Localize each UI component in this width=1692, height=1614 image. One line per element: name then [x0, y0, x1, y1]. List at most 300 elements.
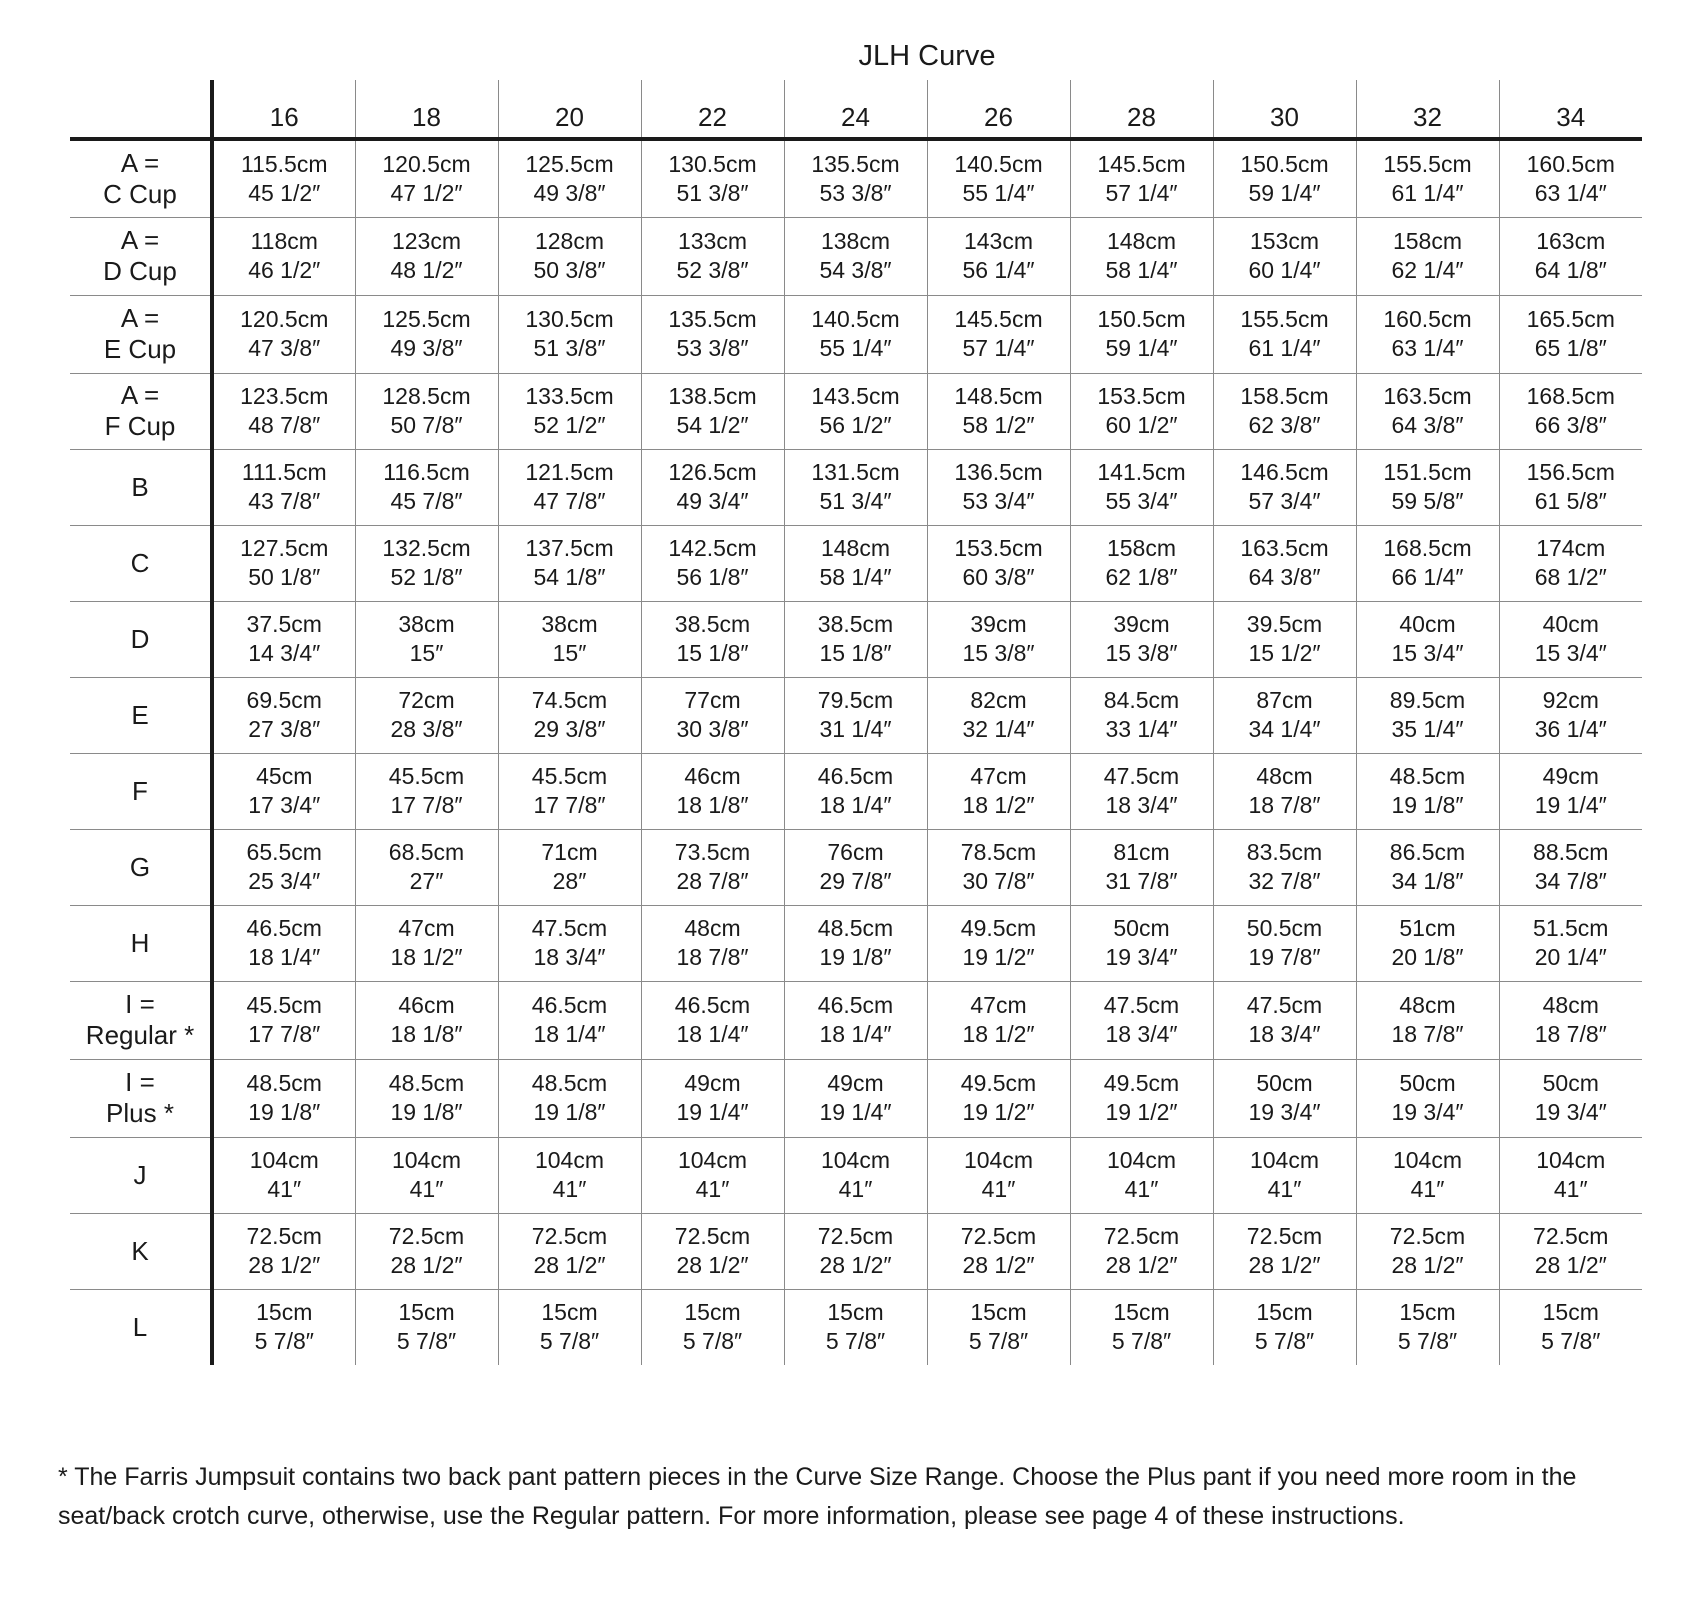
row-label-line: Plus *: [106, 1098, 174, 1128]
measurement-inches: 18 3/4″: [1248, 1021, 1321, 1047]
measurement-cell: [498, 1289, 641, 1365]
measurement-inches: 28 1/2″: [819, 1252, 892, 1278]
measurement-cm: 72.5cm: [531, 1223, 608, 1249]
measurement-cm: 15cm: [256, 1299, 313, 1326]
measurement-cell: [1499, 1213, 1642, 1289]
measurement-cell: [1499, 295, 1642, 373]
measurement-cm: 153.5cm: [954, 535, 1043, 561]
measurement-cm: 92cm: [1542, 687, 1599, 713]
measurement-cm: 111.5cm: [241, 459, 327, 485]
measurement-inches: 19 3/4″: [1391, 1099, 1464, 1125]
measurement-cm: 40cm: [1399, 611, 1456, 637]
table-row: [70, 373, 1642, 449]
row-label-line: L: [132, 1311, 148, 1342]
measurement-cell: [1070, 373, 1213, 449]
measurement-cell: [1213, 1289, 1356, 1365]
measurement-cell: [784, 1059, 927, 1137]
measurement-cm: 138.5cm: [668, 383, 757, 409]
table-row: [70, 449, 1642, 525]
measurement-cm: 89.5cm: [1389, 687, 1466, 713]
measurement-cell: [212, 1137, 355, 1213]
measurement-cell: [1499, 829, 1642, 905]
measurement-inches: 18 1/4″: [676, 1021, 749, 1047]
measurement-inches: 30 7/8″: [962, 868, 1035, 894]
row-label-line: B: [131, 471, 149, 502]
measurement-cm: 160.5cm: [1526, 150, 1615, 177]
measurement-inches: 19 3/4″: [1105, 944, 1178, 970]
table-row: [70, 601, 1642, 677]
measurement-cell: [1070, 905, 1213, 981]
measurement-cm: 45.5cm: [531, 763, 608, 789]
measurement-cell: [927, 373, 1070, 449]
measurement-cm: 145.5cm: [1097, 150, 1186, 177]
row-label: [70, 905, 212, 981]
measurement-inches: 55 1/4″: [962, 179, 1035, 206]
measurement-cell: [641, 139, 784, 217]
row-label-line: C: [130, 547, 150, 578]
measurement-inches: 63 1/4″: [1391, 335, 1464, 361]
size-header: 34: [1499, 80, 1642, 139]
measurement-inches: 60 1/2″: [1105, 412, 1178, 438]
measurement-cm: 104cm: [1249, 1147, 1320, 1173]
measurement-cm: 15cm: [1256, 1299, 1313, 1326]
measurement-inches: 19 1/2″: [1105, 1099, 1178, 1125]
measurement-cm: 140.5cm: [954, 150, 1043, 177]
measurement-inches: 18 3/4″: [533, 944, 606, 970]
measurement-cm: 148cm: [820, 535, 891, 561]
measurement-cell: [498, 449, 641, 525]
measurement-cell: [355, 525, 498, 601]
measurement-inches: 31 1/4″: [819, 716, 892, 742]
measurement-cm: 47cm: [398, 915, 455, 941]
measurement-cell: [1070, 677, 1213, 753]
measurement-cell: [212, 373, 355, 449]
measurement-cm: 47.5cm: [1103, 992, 1180, 1018]
measurement-cm: 174cm: [1536, 535, 1606, 561]
measurement-cm: 126.5cm: [668, 459, 757, 485]
measurement-cm: 37.5cm: [246, 611, 322, 637]
measurement-cell: [1356, 295, 1499, 373]
measurement-inches: 27″: [409, 868, 444, 894]
measurement-inches: 56 1/4″: [962, 257, 1035, 283]
measurement-cm: 116.5cm: [383, 459, 470, 485]
size-header: 24: [784, 80, 927, 139]
measurement-cell: [641, 981, 784, 1059]
measurement-cell: [212, 525, 355, 601]
row-label-line: E: [131, 699, 149, 730]
measurement-cm: 15cm: [684, 1299, 741, 1326]
measurement-cell: [784, 1213, 927, 1289]
measurement-inches: 61 1/4″: [1248, 335, 1321, 361]
measurement-cell: [927, 449, 1070, 525]
measurement-cm: 47.5cm: [1246, 992, 1323, 1018]
row-label-line: G: [129, 851, 151, 882]
measurement-inches: 28 1/2″: [390, 1252, 463, 1278]
measurement-cell: [212, 829, 355, 905]
size-header: 26: [927, 80, 1070, 139]
measurement-cm: 168.5cm: [1383, 535, 1472, 561]
measurement-cm: 123cm: [391, 228, 462, 254]
measurement-cm: 158cm: [1392, 228, 1463, 254]
size-header: 22: [641, 80, 784, 139]
measurement-cm: 39cm: [1113, 611, 1170, 637]
measurement-cell: [1356, 1137, 1499, 1213]
measurement-inches: 64 3/8″: [1391, 412, 1464, 438]
measurement-inches: 20 1/4″: [1534, 944, 1607, 970]
measurement-cell: [355, 1213, 498, 1289]
measurement-cell: [641, 1137, 784, 1213]
measurement-cm: 51cm: [1399, 915, 1456, 941]
measurement-cell: [1499, 905, 1642, 981]
measurement-cell: [1213, 1059, 1356, 1137]
table-row: [70, 1137, 1642, 1213]
measurement-cell: [927, 601, 1070, 677]
measurement-inches: 5 7/8″: [825, 1328, 886, 1355]
measurement-cm: 48.5cm: [388, 1070, 465, 1096]
table-row: [70, 1289, 1642, 1365]
measurement-inches: 14 3/4″: [248, 640, 321, 666]
measurement-cell: [498, 981, 641, 1059]
measurement-cm: 15cm: [1113, 1299, 1170, 1326]
measurement-inches: 19 1/8″: [819, 944, 892, 970]
measurement-cm: 72.5cm: [246, 1223, 322, 1249]
measurement-cm: 68.5cm: [388, 839, 465, 865]
measurement-cell: [1499, 525, 1642, 601]
measurement-inches: 18 1/4″: [533, 1021, 606, 1047]
measurement-cm: 158.5cm: [1240, 383, 1329, 409]
measurement-cm: 120.5cm: [382, 150, 471, 177]
measurement-cell: [212, 981, 355, 1059]
measurement-cell: [641, 829, 784, 905]
measurement-cm: 138cm: [820, 228, 891, 254]
measurement-cell: [641, 217, 784, 295]
measurement-inches: 51 3/4″: [819, 488, 892, 514]
measurement-inches: 18 7/8″: [676, 944, 749, 970]
measurement-cell: [212, 677, 355, 753]
measurement-inches: 5 7/8″: [1254, 1328, 1315, 1355]
row-label: [70, 217, 212, 295]
measurement-cell: [1356, 601, 1499, 677]
measurement-inches: 50 1/8″: [248, 564, 321, 590]
measurement-cell: [927, 1059, 1070, 1137]
measurement-cm: 158cm: [1106, 535, 1177, 561]
measurement-cm: 49cm: [684, 1070, 741, 1096]
measurement-cell: [212, 217, 355, 295]
row-label-line: K: [131, 1235, 149, 1266]
measurement-cell: [784, 981, 927, 1059]
measurement-cm: 163.5cm: [1240, 535, 1329, 561]
measurement-cm: 104cm: [1106, 1147, 1177, 1173]
measurement-cell: [927, 1289, 1070, 1365]
measurement-cm: 72.5cm: [674, 1223, 751, 1249]
measurement-cell: [1499, 981, 1642, 1059]
measurement-cm: 46.5cm: [674, 992, 751, 1018]
measurement-cell: [212, 295, 355, 373]
size-header-row: [70, 80, 1642, 139]
measurement-cell: [784, 217, 927, 295]
measurement-cell: [1213, 217, 1356, 295]
measurement-inches: 15 1/2″: [1248, 640, 1321, 666]
measurement-cm: 145.5cm: [954, 306, 1043, 332]
measurement-cm: 140.5cm: [811, 306, 900, 332]
row-label: [70, 373, 212, 449]
measurement-cell: [1070, 1059, 1213, 1137]
measurement-cm: 46.5cm: [817, 992, 894, 1018]
measurement-cell: [1499, 373, 1642, 449]
size-header: 28: [1070, 80, 1213, 139]
measurement-inches: 28 1/2″: [1105, 1252, 1178, 1278]
table-row: [70, 981, 1642, 1059]
measurement-cell: [1213, 677, 1356, 753]
measurement-cm: 48cm: [1399, 992, 1456, 1018]
measurement-cell: [1356, 139, 1499, 217]
size-chart-table: [70, 80, 1642, 1365]
row-label-line: A =: [120, 147, 160, 178]
measurement-cm: 39cm: [970, 611, 1027, 637]
measurement-cell: [784, 525, 927, 601]
measurement-inches: 28 1/2″: [1248, 1252, 1321, 1278]
table-row: [70, 677, 1642, 753]
measurement-cell: [1213, 449, 1356, 525]
measurement-cm: 86.5cm: [1389, 839, 1466, 865]
measurement-cell: [1213, 373, 1356, 449]
measurement-cm: 76cm: [827, 839, 884, 865]
measurement-cell: [1499, 1289, 1642, 1365]
measurement-inches: 19 3/4″: [1248, 1099, 1321, 1125]
measurement-cell: [355, 217, 498, 295]
measurement-cell: [641, 601, 784, 677]
measurement-cm: 133.5cm: [525, 383, 614, 409]
measurement-inches: 32 1/4″: [962, 716, 1035, 742]
measurement-inches: 58 1/2″: [962, 412, 1035, 438]
measurement-cell: [1070, 449, 1213, 525]
measurement-inches: 18 3/4″: [1105, 792, 1178, 818]
measurement-cm: 104cm: [677, 1147, 748, 1173]
measurement-inches: 5 7/8″: [539, 1328, 600, 1355]
measurement-cell: [1070, 981, 1213, 1059]
measurement-cm: 38.5cm: [674, 611, 751, 637]
measurement-cm: 15cm: [1399, 1299, 1456, 1326]
measurement-cm: 128cm: [534, 228, 605, 254]
measurement-inches: 5 7/8″: [1541, 1328, 1601, 1355]
table-row: [70, 1059, 1642, 1137]
measurement-inches: 66 1/4″: [1391, 564, 1464, 590]
measurement-inches: 15 3/8″: [962, 640, 1035, 666]
row-label: [70, 981, 212, 1059]
measurement-cm: 49.5cm: [960, 915, 1037, 941]
measurement-inches: 17 7/8″: [533, 792, 606, 818]
measurement-cm: 48.5cm: [246, 1070, 322, 1096]
measurement-inches: 41″: [838, 1176, 873, 1202]
measurement-cell: [355, 753, 498, 829]
measurement-cell: [784, 753, 927, 829]
measurement-inches: 28 7/8″: [676, 868, 749, 894]
measurement-cell: [784, 139, 927, 217]
measurement-cm: 163.5cm: [1383, 383, 1472, 409]
measurement-inches: 54 1/2″: [676, 412, 749, 438]
measurement-cm: 73.5cm: [674, 839, 751, 865]
measurement-cm: 88.5cm: [1533, 839, 1609, 865]
measurement-cell: [212, 449, 355, 525]
measurement-inches: 18 1/4″: [248, 944, 321, 970]
row-label: [70, 295, 212, 373]
measurement-cell: [927, 295, 1070, 373]
measurement-cell: [355, 373, 498, 449]
measurement-cm: 72.5cm: [1103, 1223, 1180, 1249]
measurement-cell: [1213, 829, 1356, 905]
measurement-cm: 79.5cm: [817, 687, 894, 713]
measurement-inches: 62 3/8″: [1248, 412, 1321, 438]
measurement-cell: [1070, 525, 1213, 601]
measurement-cm: 51.5cm: [1533, 915, 1609, 941]
measurement-inches: 5 7/8″: [1397, 1328, 1458, 1355]
measurement-cell: [1070, 217, 1213, 295]
measurement-cell: [1213, 601, 1356, 677]
measurement-cm: 128.5cm: [382, 383, 471, 409]
measurement-cm: 137.5cm: [525, 535, 614, 561]
measurement-cm: 49.5cm: [960, 1070, 1037, 1096]
measurement-inches: 52 3/8″: [676, 257, 749, 283]
measurement-inches: 19 7/8″: [1248, 944, 1321, 970]
measurement-cm: 48.5cm: [531, 1070, 608, 1096]
measurement-inches: 27 3/8″: [248, 716, 321, 742]
row-label: [70, 1289, 212, 1365]
measurement-cm: 77cm: [684, 687, 741, 713]
row-label-line: J: [133, 1159, 147, 1190]
measurement-cm: 132.5cm: [382, 535, 471, 561]
measurement-cm: 47.5cm: [531, 915, 608, 941]
measurement-cell: [784, 905, 927, 981]
row-label: [70, 525, 212, 601]
measurement-inches: 65 1/8″: [1534, 335, 1607, 361]
measurement-inches: 46 1/2″: [248, 257, 321, 283]
row-label: [70, 139, 212, 217]
measurement-cm: 38cm: [398, 611, 455, 637]
measurement-inches: 19 1/8″: [248, 1099, 321, 1125]
size-header: 16: [212, 80, 355, 139]
measurement-inches: 53 3/8″: [819, 179, 892, 206]
measurement-cm: 72.5cm: [1533, 1223, 1609, 1249]
table-row: [70, 829, 1642, 905]
measurement-cell: [498, 753, 641, 829]
measurement-cm: 104cm: [963, 1147, 1034, 1173]
measurement-cell: [355, 601, 498, 677]
measurement-cm: 130.5cm: [525, 306, 614, 332]
measurement-cell: [784, 829, 927, 905]
measurement-inches: 19 1/4″: [1534, 792, 1607, 818]
measurement-inches: 19 1/8″: [390, 1099, 463, 1125]
measurement-inches: 52 1/2″: [533, 412, 606, 438]
measurement-cell: [1356, 829, 1499, 905]
measurement-cm: 78.5cm: [960, 839, 1037, 865]
measurement-cm: 38.5cm: [817, 611, 894, 637]
measurement-cm: 155.5cm: [1240, 306, 1329, 332]
measurement-cm: 45.5cm: [246, 992, 322, 1018]
measurement-cm: 74.5cm: [531, 687, 608, 713]
measurement-cell: [641, 1213, 784, 1289]
measurement-cm: 148.5cm: [954, 383, 1043, 409]
measurement-cm: 142.5cm: [668, 535, 757, 561]
measurement-cm: 15cm: [398, 1299, 455, 1326]
measurement-cm: 83.5cm: [1246, 839, 1323, 865]
measurement-cm: 168.5cm: [1526, 383, 1615, 409]
measurement-cell: [498, 677, 641, 753]
row-label: [70, 1059, 212, 1137]
measurement-inches: 17 7/8″: [390, 792, 463, 818]
measurement-cell: [784, 677, 927, 753]
measurement-cell: [1356, 1059, 1499, 1137]
measurement-cell: [498, 905, 641, 981]
measurement-cell: [355, 905, 498, 981]
measurement-inches: 50 3/8″: [533, 257, 606, 283]
measurement-cell: [927, 829, 1070, 905]
row-label: [70, 1213, 212, 1289]
table-row: [70, 525, 1642, 601]
measurement-cm: 48cm: [1256, 763, 1313, 789]
measurement-inches: 15 3/4″: [1391, 640, 1464, 666]
measurement-inches: 41″: [552, 1176, 587, 1202]
measurement-inches: 18 1/2″: [962, 1021, 1035, 1047]
measurement-inches: 17 3/4″: [248, 792, 321, 818]
measurement-inches: 55 3/4″: [1105, 488, 1178, 514]
measurement-cm: 148cm: [1106, 228, 1177, 254]
measurement-cm: 150.5cm: [1240, 150, 1329, 177]
measurement-cm: 72.5cm: [960, 1223, 1037, 1249]
measurement-cell: [1070, 753, 1213, 829]
row-label-line: I =: [125, 989, 155, 1019]
measurement-cm: 155.5cm: [1383, 150, 1472, 177]
measurement-inches: 57 3/4″: [1248, 488, 1321, 514]
measurement-inches: 34 1/8″: [1391, 868, 1464, 894]
measurement-cm: 46cm: [684, 763, 741, 789]
measurement-cell: [927, 1137, 1070, 1213]
measurement-cm: 153cm: [1249, 228, 1320, 254]
measurement-inches: 47 7/8″: [533, 488, 606, 514]
measurement-cm: 156.5cm: [1526, 459, 1615, 485]
measurement-inches: 66 3/8″: [1534, 412, 1607, 438]
measurement-inches: 51 3/8″: [676, 179, 749, 206]
measurement-cell: [355, 139, 498, 217]
measurement-inches: 47 3/8″: [248, 335, 321, 361]
measurement-inches: 57 1/4″: [962, 335, 1035, 361]
row-label-line: F Cup: [104, 411, 176, 441]
row-label-line: A =: [120, 225, 160, 255]
measurement-inches: 48 1/2″: [390, 257, 463, 283]
measurement-inches: 59 1/4″: [1248, 179, 1321, 206]
measurement-inches: 28 1/2″: [1391, 1252, 1464, 1278]
measurement-cm: 146.5cm: [1240, 459, 1329, 485]
measurement-cell: [784, 449, 927, 525]
measurement-inches: 61 1/4″: [1391, 179, 1464, 206]
measurement-cell: [641, 677, 784, 753]
measurement-inches: 62 1/4″: [1391, 257, 1464, 283]
row-label-line: A =: [120, 303, 160, 333]
measurement-inches: 18 7/8″: [1534, 1021, 1607, 1047]
row-label: [70, 601, 212, 677]
measurement-inches: 19 1/2″: [962, 1099, 1035, 1125]
measurement-cm: 143cm: [963, 228, 1034, 254]
measurement-inches: 15 1/8″: [819, 640, 892, 666]
measurement-inches: 19 3/4″: [1534, 1099, 1607, 1125]
measurement-cm: 39.5cm: [1246, 611, 1323, 637]
measurement-cm: 15cm: [827, 1299, 884, 1326]
measurement-cell: [355, 677, 498, 753]
row-label-line: D Cup: [103, 256, 177, 286]
measurement-cm: 15cm: [541, 1299, 598, 1326]
measurement-cm: 50cm: [1256, 1070, 1313, 1096]
measurement-cell: [1356, 217, 1499, 295]
measurement-inches: 34 1/4″: [1248, 716, 1321, 742]
